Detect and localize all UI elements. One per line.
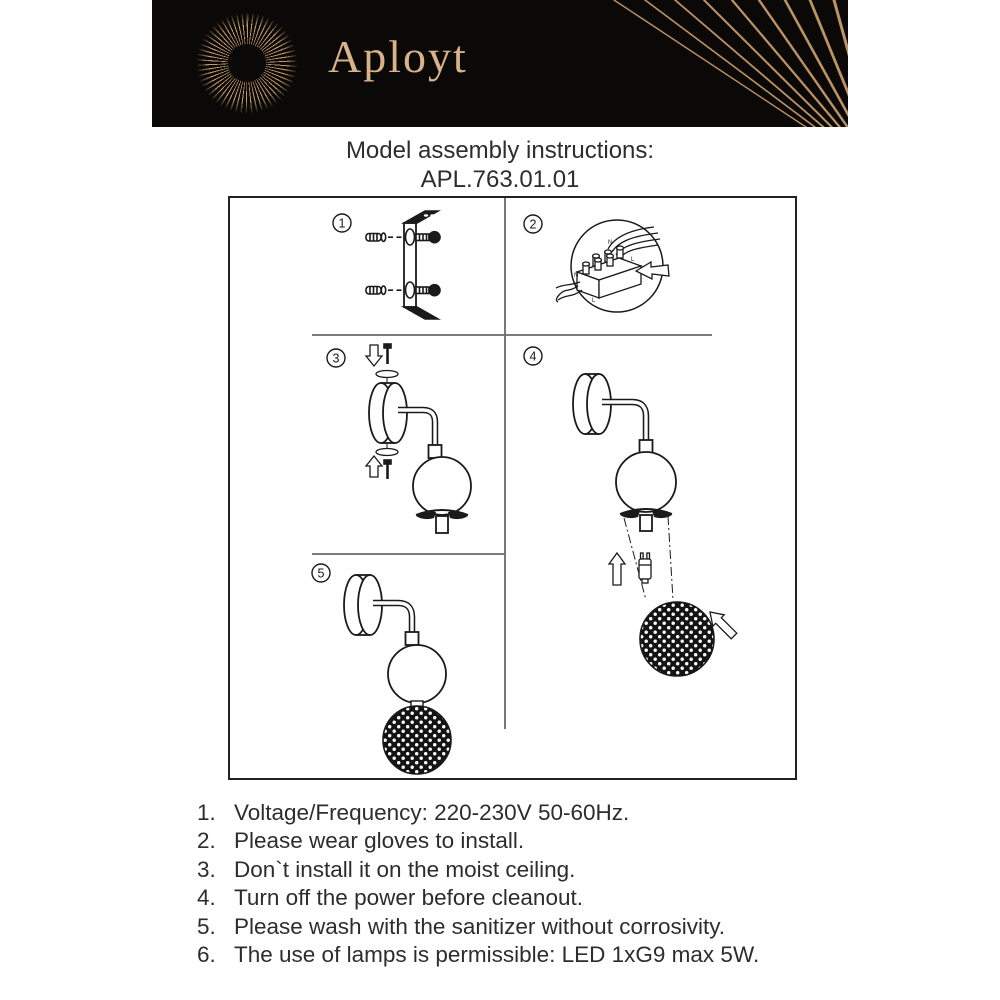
wall-anchor-icon (366, 233, 403, 241)
screw-icon (384, 460, 391, 479)
step-3-panel (327, 344, 471, 533)
item-text: Turn off the power before cleanout. (234, 885, 583, 911)
wire-label-line: L (631, 257, 635, 263)
arrow-up-icon (609, 553, 625, 585)
g9-bulb-icon (639, 553, 651, 583)
wire-label-neutral: N (608, 240, 613, 246)
step-5-panel (312, 564, 451, 774)
step-4-number: 4 (529, 349, 537, 364)
wire-label-neutral: N (574, 273, 579, 279)
list-item (197, 827, 759, 855)
step-1-number: 1 (338, 216, 346, 231)
sunburst-logo-icon (197, 13, 297, 113)
step-4-badge (524, 347, 542, 365)
step-2-number: 2 (529, 217, 537, 232)
item-number: 1. (197, 800, 216, 825)
socket-cube-icon (406, 632, 419, 645)
list-item (197, 799, 759, 827)
item-number: 2. (197, 828, 216, 854)
instructions-list (197, 799, 759, 969)
corner-rays-icon (548, 0, 848, 127)
item-number: 4. (197, 885, 216, 911)
arrow-up-icon (366, 456, 382, 477)
wall-anchor-icon (366, 286, 403, 294)
glass-sphere-icon (388, 645, 446, 703)
brand-wordmark: Aployt (328, 31, 468, 82)
list-item (197, 884, 759, 912)
list-item (197, 941, 759, 969)
assembly-diagram-box (228, 196, 797, 780)
arrow-down-icon (366, 345, 382, 366)
screw-icon (416, 232, 440, 243)
page-title: Model assembly instructions: (345, 137, 655, 164)
crystal-shade-icon (640, 602, 714, 676)
list-item (197, 913, 759, 941)
item-text: Please wear gloves to install. (234, 828, 525, 854)
item-text: Voltage/Frequency: 220-230V 50-60Hz. (234, 800, 630, 825)
step-1-badge (333, 214, 351, 232)
model-number: APL.763.01.01 (420, 166, 580, 193)
list-item (197, 856, 759, 884)
socket-cube-icon (429, 445, 442, 458)
step-4-panel (524, 347, 737, 676)
item-text: Please wash with the sanitizer without corrosivity. (234, 913, 726, 939)
rotate-icon (376, 449, 398, 456)
brand-banner (152, 0, 848, 127)
item-text: The use of lamps is permissible: LED 1xG9 max 5W. (234, 942, 760, 968)
wire-label-line: L (592, 298, 596, 304)
step-3-number: 3 (332, 351, 340, 366)
item-text: Don`t install it on the moist ceiling. (234, 856, 576, 882)
screw-icon (384, 344, 391, 364)
item-number: 5. (197, 913, 216, 939)
title-block (0, 136, 1000, 194)
screw-icon (416, 285, 440, 296)
step-1-panel (333, 211, 440, 319)
assembly-diagram (230, 198, 795, 778)
step-3-badge (327, 349, 345, 367)
step-5-number: 5 (317, 566, 325, 581)
glass-sphere-icon (616, 452, 676, 512)
step-5-badge (312, 564, 330, 582)
rotate-icon (376, 371, 398, 378)
socket-cube-icon (640, 440, 653, 453)
glass-sphere-icon (413, 457, 471, 515)
crystal-shade-icon (383, 706, 451, 774)
mounting-bracket-icon (404, 211, 438, 319)
step-2-panel (524, 215, 669, 312)
item-number: 6. (197, 942, 216, 968)
step-2-badge (524, 215, 542, 233)
item-number: 3. (197, 856, 216, 882)
